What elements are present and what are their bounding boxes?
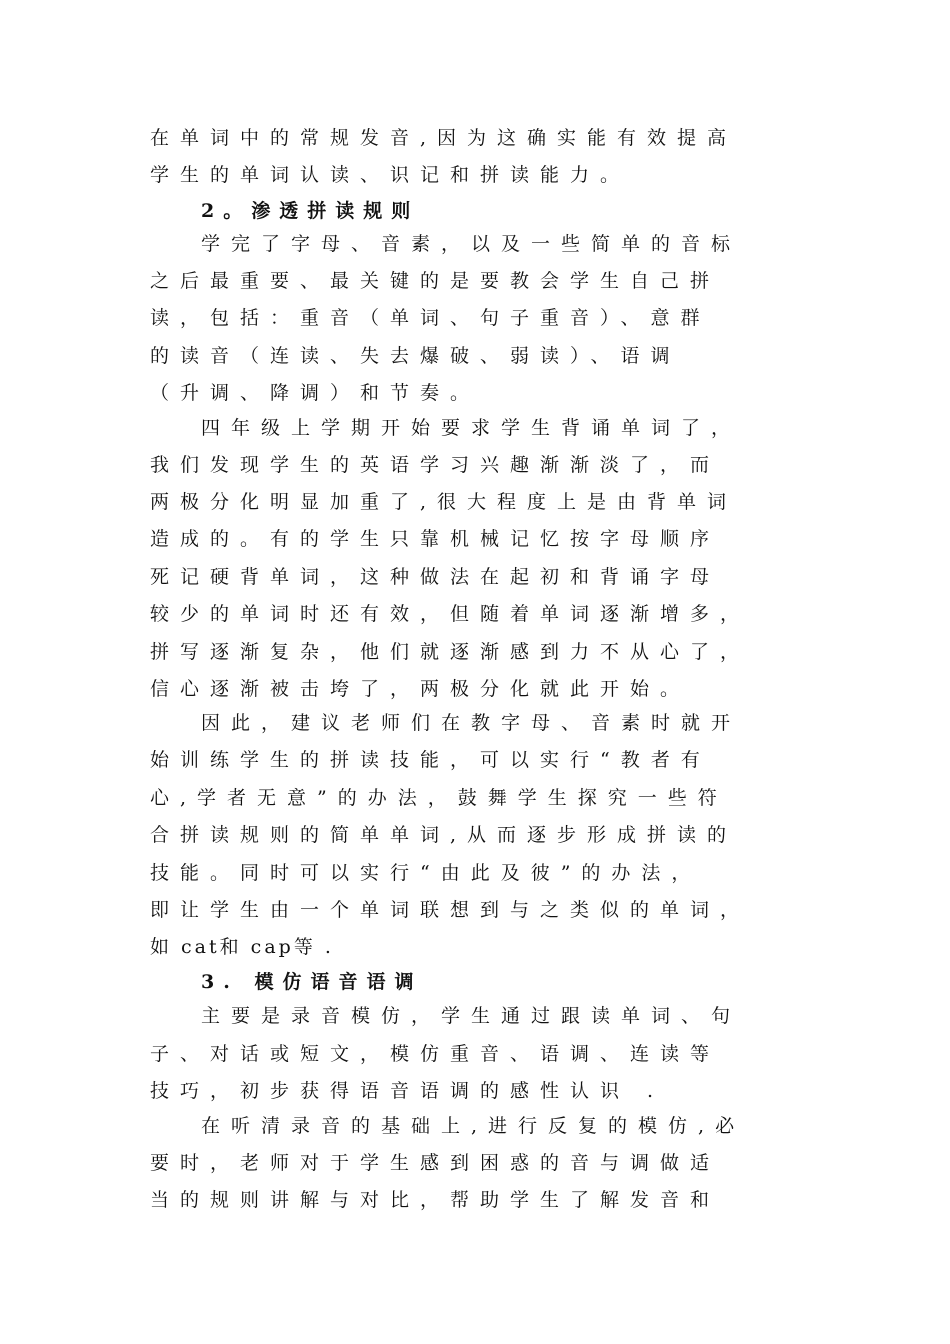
text-line: 合拼读规则的简单单词,从而逐步形成拼读的 [150,824,738,846]
text-line: 信心逐渐被击垮了，两极分化就此开始。 [150,678,691,700]
text-line: 在听清录音的基础上,进行反复的模仿,必 [201,1115,746,1137]
text-line: 在单词中的常规发音,因为这确实能有效提高 [150,127,738,149]
text-line: 因此，建议老师们在教字母、音素时就开 [201,712,742,734]
text-line: 拼写逐渐复杂，他们就逐渐感到力不从心了， [150,641,751,663]
text-line: 技能。同时可以实行“由此及彼”的办法， [150,862,702,884]
section-heading: 2。渗透拼读规则 [201,200,420,222]
text-line: 造成的。有的学生只靠机械记忆按字母顺序 [150,528,721,550]
text-line: 心,学者无意”的办法，鼓舞学生探究一些符 [150,787,728,809]
text-line: 即让学生由一个单词联想到与之类似的单词， [150,899,751,921]
text-line: 始训练学生的拼读技能，可以实行“教者有 [150,749,711,771]
text-line: 四年级上学期开始要求学生背诵单词了， [201,417,742,439]
text-line: 读，包括：重音（单词、句子重音）、意群 [150,307,711,329]
text-line: 主要是录音模仿，学生通过跟读单词、句 [201,1005,742,1027]
text-line: 学完了字母、音素，以及一些简单的音标 [201,233,742,255]
text-line: （升调、降调）和节奏。 [150,382,481,404]
text-line: 两极分化明显加重了,很大程度上是由背单词 [150,491,738,513]
text-line: 较少的单词时还有效，但随着单词逐渐增多， [150,603,751,625]
text-line: 子、对话或短文，模仿重音、语调、连读等 [150,1043,721,1065]
text-line: 我们发现学生的英语学习兴趣渐渐淡了，而 [150,454,721,476]
text-line: 学生的单词认读、识记和拼读能力。 [150,164,631,186]
text-line: 当的规则讲解与对比，帮助学生了解发音和 [150,1189,721,1211]
text-line: 要时，老师对于学生感到困惑的音与调做适 [150,1152,721,1174]
section-heading: 3. 模仿语音语调 [201,971,423,993]
text-line: 的读音（连读、失去爆破、弱读）、语调 [150,345,681,367]
text-line: 死记硬背单词，这种做法在起初和背诵字母 [150,566,721,588]
text-line: 之后最重要、最关键的是要教会学生自己拼 [150,270,721,292]
text-line: 技巧，初步获得语音语调的感性认识 . [150,1080,665,1102]
text-line: 如 cat和 cap等 . [150,936,334,958]
